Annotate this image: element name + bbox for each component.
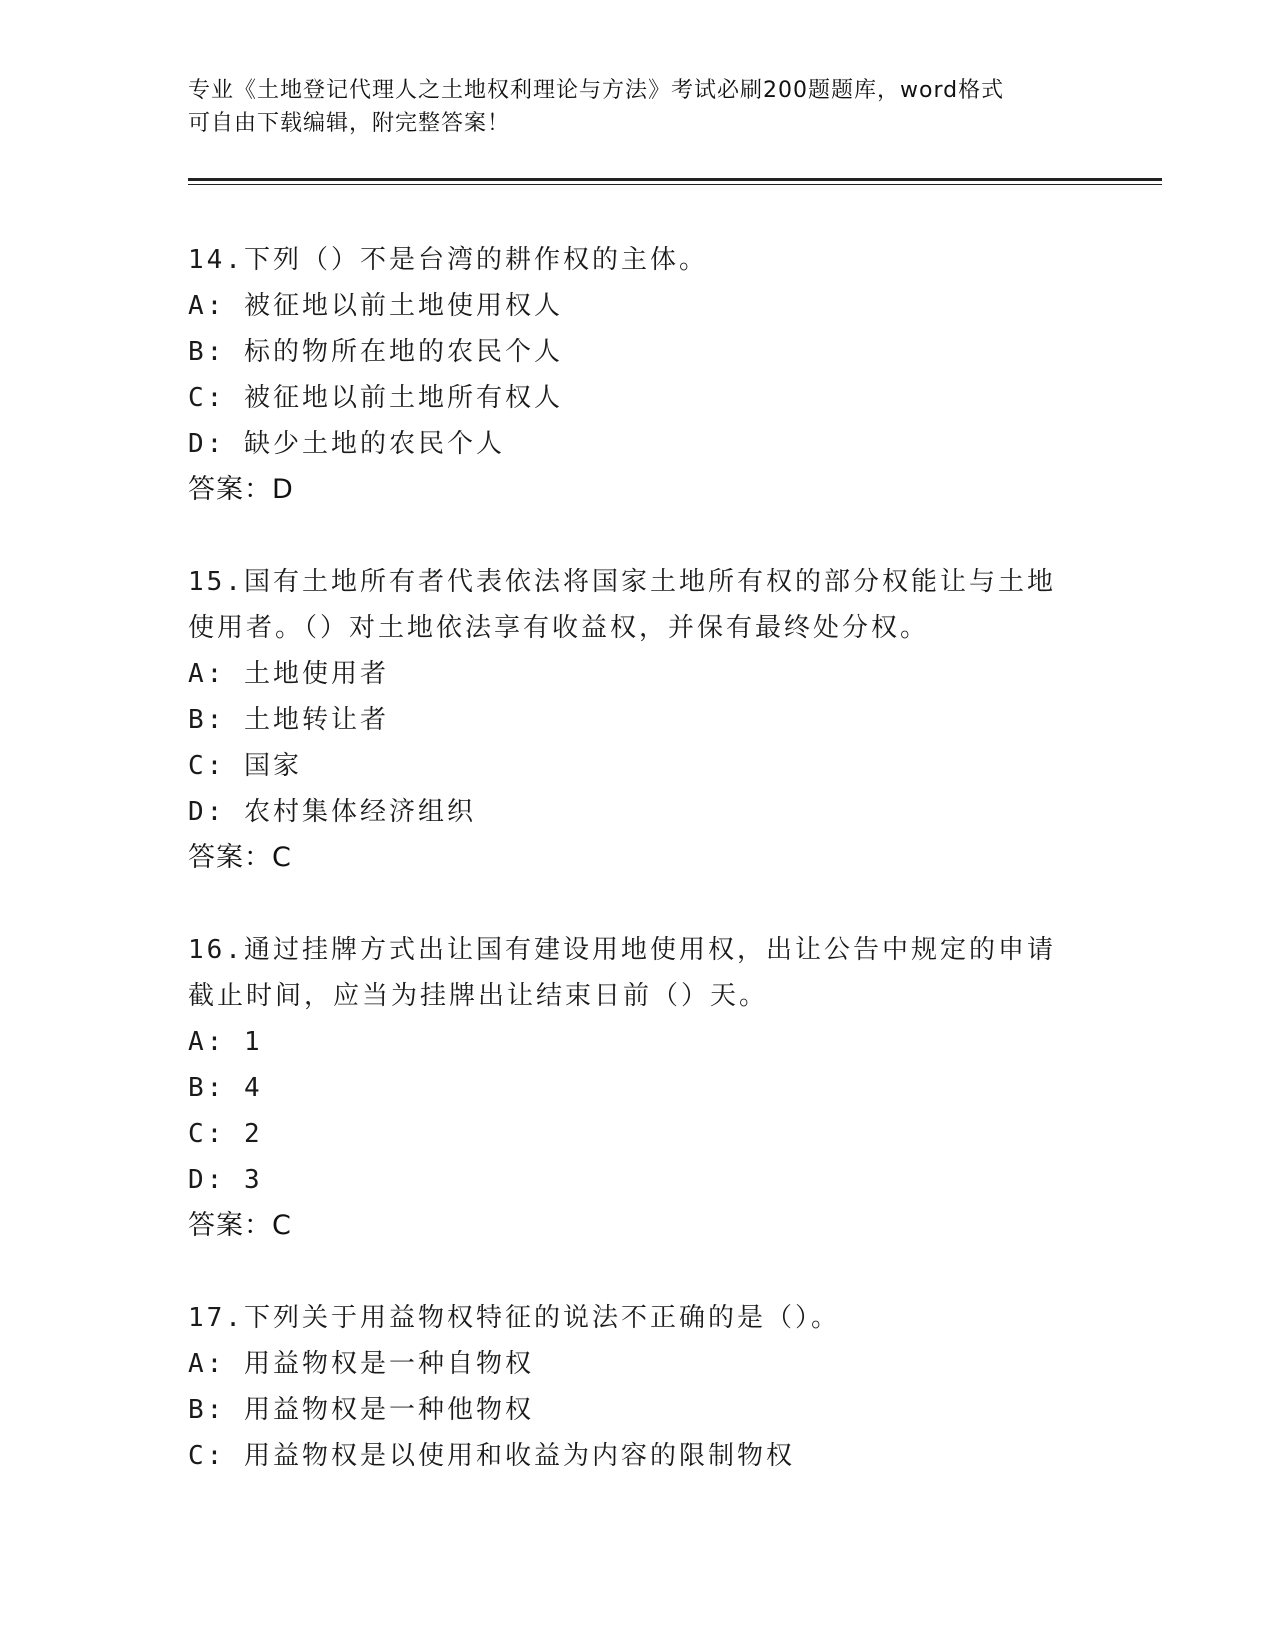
question-text: 17.下列关于用益物权特征的说法不正确的是（）。 (188, 1303, 840, 1333)
option-b: B: 用益物权是一种他物权 (188, 1395, 534, 1425)
question-list (188, 237, 1088, 1525)
option-a: A: 被征地以前土地使用权人 (188, 291, 563, 321)
document-header (188, 74, 1088, 140)
answer-line: 答案：C (188, 1210, 292, 1241)
option-c: C: 2 (188, 1119, 263, 1149)
question-text: 16.通过挂牌方式出让国有建设用地使用权，出让公告中规定的申请截止时间，应当为挂牌出让结束日前（）天。 (188, 935, 1056, 1011)
option-c: C: 国家 (188, 751, 302, 781)
question-14 (188, 237, 1088, 513)
option-d: D: 3 (188, 1165, 263, 1195)
question-16 (188, 927, 1088, 1249)
question-text: 14.下列（）不是台湾的耕作权的主体。 (188, 245, 708, 275)
option-a: A: 用益物权是一种自物权 (188, 1349, 534, 1379)
option-d: D: 缺少土地的农民个人 (188, 429, 505, 459)
answer-line: 答案：C (188, 842, 292, 873)
option-b: B: 标的物所在地的农民个人 (188, 337, 563, 367)
option-a: A: 土地使用者 (188, 659, 389, 689)
header-line-1: 专业《土地登记代理人之土地权利理论与方法》考试必刷200题题库，word格式 (188, 78, 1005, 103)
option-a: A: 1 (188, 1027, 263, 1057)
option-c: C: 被征地以前土地所有权人 (188, 383, 563, 413)
question-15 (188, 559, 1088, 881)
option-b: B: 4 (188, 1073, 263, 1103)
question-text: 15.国有土地所有者代表依法将国家土地所有权的部分权能让与土地使用者。（）对土地依法享有收益权，并保有最终处分权。 (188, 567, 1056, 643)
header-divider-thin (188, 184, 1162, 185)
header-line-2: 可自由下载编辑，附完整答案！ (188, 111, 511, 136)
answer-line: 答案：D (188, 474, 294, 505)
option-d: D: 农村集体经济组织 (188, 797, 476, 827)
question-17 (188, 1295, 1088, 1479)
option-b: B: 土地转让者 (188, 705, 389, 735)
option-c: C: 用益物权是以使用和收益为内容的限制物权 (188, 1441, 795, 1471)
header-divider-thick (188, 178, 1162, 181)
